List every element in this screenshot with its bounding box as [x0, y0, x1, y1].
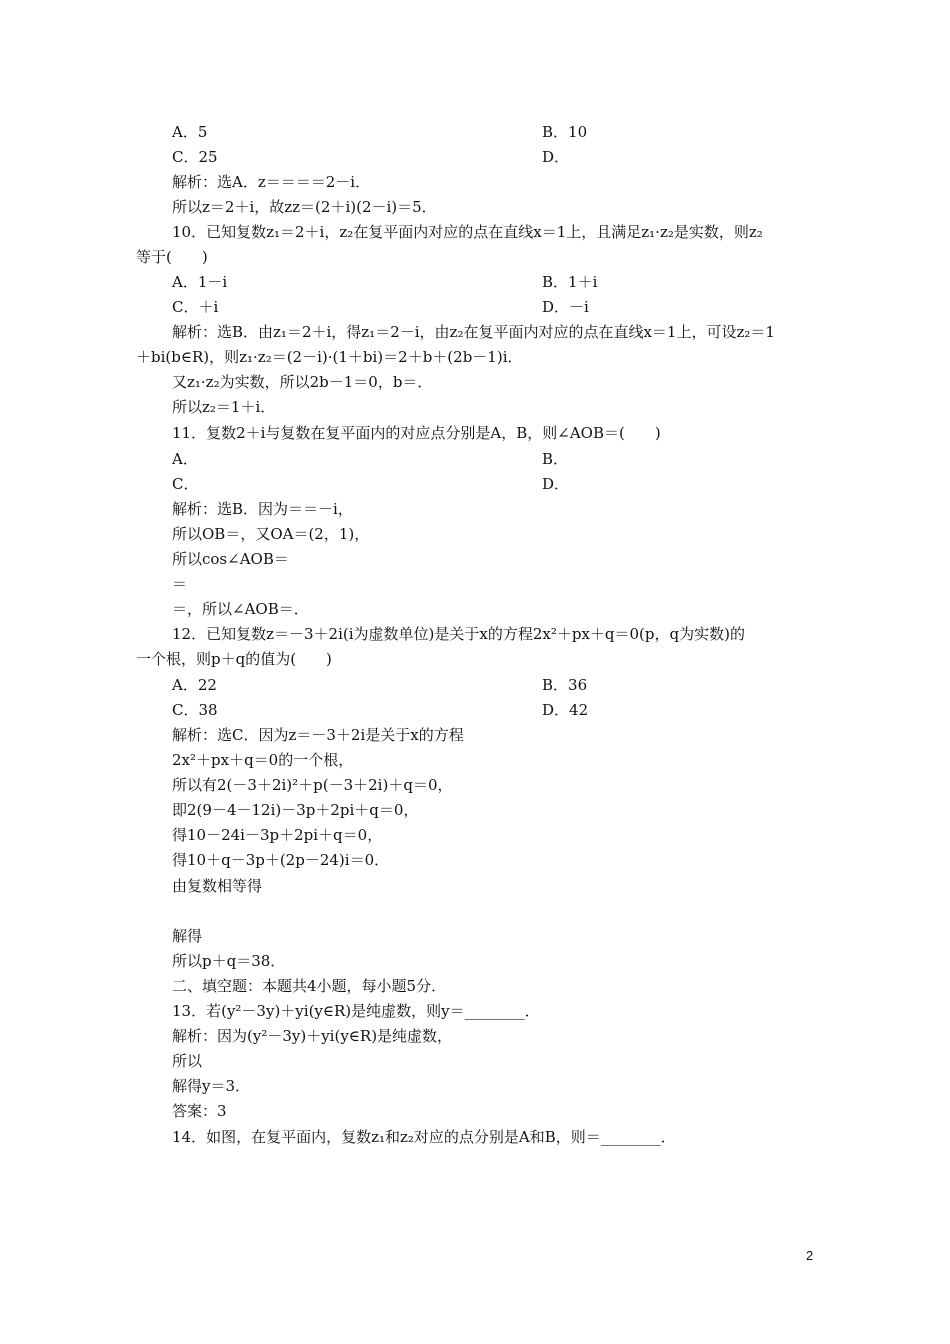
- q12-option-c: C．38: [172, 701, 218, 719]
- q9-option-a: A．5: [172, 123, 208, 141]
- q9-solution-2: 所以z＝2＋i，故zz＝(2＋i)(2－i)＝5．: [172, 198, 437, 216]
- q10-solution-1: 解析：选B．由z₁＝2＋i，得z₁＝2－i，由z₂在复平面内对应的点在直线x＝1上，可设z₂＝1: [172, 323, 775, 341]
- q12-solution-4: 即2(9－4－12i)－3p＋2pi＋q＝0，: [172, 801, 419, 819]
- q10-stem-2: 等于( ): [136, 248, 208, 266]
- q9-solution-1: 解析：选A．z＝＝＝＝2－i．: [172, 173, 371, 191]
- q13-solution-3: 解得y＝3．: [172, 1077, 251, 1095]
- q12-option-a: A．22: [172, 676, 217, 694]
- q11-option-c: C．: [172, 475, 199, 493]
- q12-solution-8: 解得: [172, 927, 203, 945]
- q12-solution-9: 所以p＋q＝38．: [172, 952, 286, 970]
- q10-option-d: D．－i: [542, 298, 589, 316]
- q12-solution-1: 解析：选C．因为z＝－3＋2i是关于x的方程: [172, 726, 464, 744]
- page-number: 2: [806, 1248, 814, 1263]
- q11-solution-4: ＝: [172, 575, 188, 593]
- q10-option-a: A．1－i: [172, 273, 228, 291]
- q12-solution-3: 所以有2(－3＋2i)²＋p(－3＋2i)＋q＝0，: [172, 776, 453, 794]
- q13-answer: 答案：3: [172, 1102, 227, 1120]
- q10-option-c: C．＋i: [172, 298, 219, 316]
- q12-option-d: D．42: [542, 701, 589, 719]
- q12-solution-7: 由复数相等得: [172, 877, 263, 895]
- q9-option-d: D．: [542, 148, 570, 166]
- q12-solution-2: 2x²＋px＋q＝0的一个根，: [172, 751, 354, 769]
- q13-stem: 13．若(y²－3y)＋yi(y∈R)是纯虚数，则y＝________．: [172, 1002, 540, 1020]
- q10-option-b: B．1＋i: [542, 273, 598, 291]
- q12-solution-5: 得10－24i－3p＋2pi＋q＝0，: [172, 826, 383, 844]
- section-heading-fill-in: 二、填空题：本题共4小题，每小题5分．: [172, 977, 447, 995]
- q11-solution-1: 解析：选B．因为＝＝－i，: [172, 500, 353, 518]
- q10-solution-4: 所以z₂＝1＋i．: [172, 398, 276, 416]
- q11-option-b: B．: [542, 450, 569, 468]
- q9-option-b: B．10: [542, 123, 588, 141]
- q9-option-c: C．25: [172, 148, 218, 166]
- q10-solution-3: 又z₁·z₂为实数，所以2b－1＝0，b＝．: [172, 373, 433, 391]
- q13-solution-1: 解析：因为(y²－3y)＋yi(y∈R)是纯虚数，: [172, 1027, 453, 1045]
- q10-solution-2: ＋bi(b∈R)，则z₁·z₂＝(2－i)·(1＋bi)＝2＋b＋(2b－1)i．: [136, 348, 523, 366]
- q11-solution-5: ＝，所以∠AOB＝．: [172, 600, 309, 618]
- q10-stem-1: 10．已知复数z₁＝2＋i，z₂在复平面内对应的点在直线x＝1上，且满足z₁·z₂是实数，则z₂: [172, 223, 763, 241]
- q11-solution-2: 所以OB＝，又OA＝(2，1)，: [172, 525, 370, 543]
- q11-solution-3: 所以cos∠AOB＝: [172, 550, 289, 568]
- q11-option-d: D．: [542, 475, 570, 493]
- q12-stem-2: 一个根，则p＋q的值为( ): [136, 650, 332, 668]
- q12-solution-6: 得10＋q－3p＋(2p－24)i＝0．: [172, 851, 390, 869]
- q13-solution-2: 所以: [172, 1052, 203, 1070]
- q11-stem: 11．复数2＋i与复数在复平面内的对应点分别是A，B，则∠AOB＝( ): [172, 424, 661, 442]
- q12-option-b: B．36: [542, 676, 588, 694]
- q12-stem-1: 12．已知复数z＝－3＋2i(i为虚数单位)是关于x的方程2x²＋px＋q＝0(p，q为实数)的: [172, 625, 745, 643]
- q14-stem: 14．如图，在复平面内，复数z₁和z₂对应的点分别是A和B，则＝________．: [172, 1128, 676, 1146]
- q11-option-a: A．: [172, 450, 198, 468]
